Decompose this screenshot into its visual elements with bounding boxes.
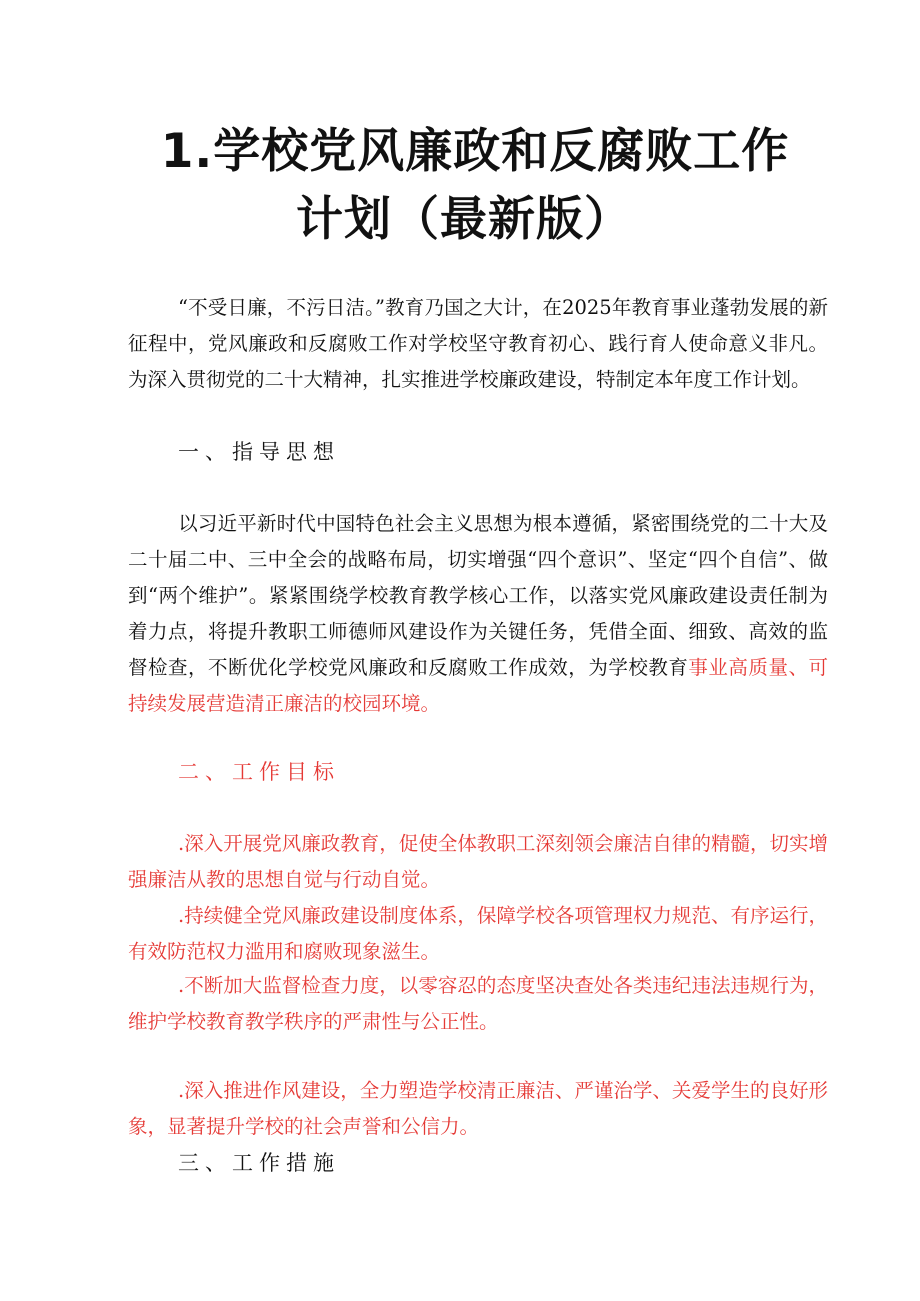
section-heading-guiding-thought: 一、指导思想	[178, 440, 340, 464]
work-goal-text: .深入推进作风建设，全力塑造学校清正廉洁、严谨治学、关爱学生的良好形象，显著提升学校的社会声誉和公信力。	[128, 1079, 828, 1138]
intro-text: “不受日廉，不污日洁。”教育乃国之大计，在2025年教育事业蓬勃发展的新征程中，党风廉政和反腐败工作对学校坚守教育初心、践行育人使命意义非凡。为深入贯彻党的二十大精神，扎实推进学校廉政建设，特制定本年度工作计划。	[128, 296, 828, 391]
work-goal-text: .不断加大监督检查力度，以零容忍的态度坚决查处各类违纪违法违规行为，维护学校教育教学秩序的严肃性与公正性。	[128, 974, 828, 1033]
work-goal-item	[128, 1073, 828, 1145]
intro-paragraph	[128, 290, 828, 398]
work-goal-text: .深入开展党风廉政教育，促使全体教职工深刻领会廉洁自律的精髓，切实增强廉洁从教的思想自觉与行动自觉。	[128, 832, 828, 891]
guiding-thought-paragraph	[128, 506, 828, 722]
guiding-thought-text: 以习近平新时代中国特色社会主义思想为根本遵循，紧密围绕党的二十大及二十届二中、三中全会的战略布局，切实增强“四个意识”、坚定“四个自信”、做到“两个维护”。紧紧围绕学校教育教学核心工作，以落实党风廉政建设责任制为着力点，将提升教职工师德师风建设作为关键任务，凭借全面、细致、高效的监督检查，不断优化学校党风廉政和反腐败工作成效，为学校教育	[128, 512, 828, 679]
work-goal-item	[128, 826, 828, 898]
section-heading-work-measures: 三、工作措施	[178, 1151, 340, 1175]
work-goal-item	[128, 968, 828, 1040]
document-title-line-1: 1.学校党风廉政和反腐败工作	[160, 124, 790, 179]
document-title-line-2: 计划（最新版）	[296, 192, 632, 247]
section-heading-work-goals: 二、工作目标	[178, 760, 340, 784]
work-goal-item	[128, 898, 828, 970]
guiding-thought-text-highlight: 事业高质量、可持续发展营造清正廉洁的校园环境。	[128, 656, 828, 715]
work-goal-text: .持续健全党风廉政建设制度体系，保障学校各项管理权力规范、有序运行，有效防范权力滥用和腐败现象滋生。	[128, 904, 828, 963]
